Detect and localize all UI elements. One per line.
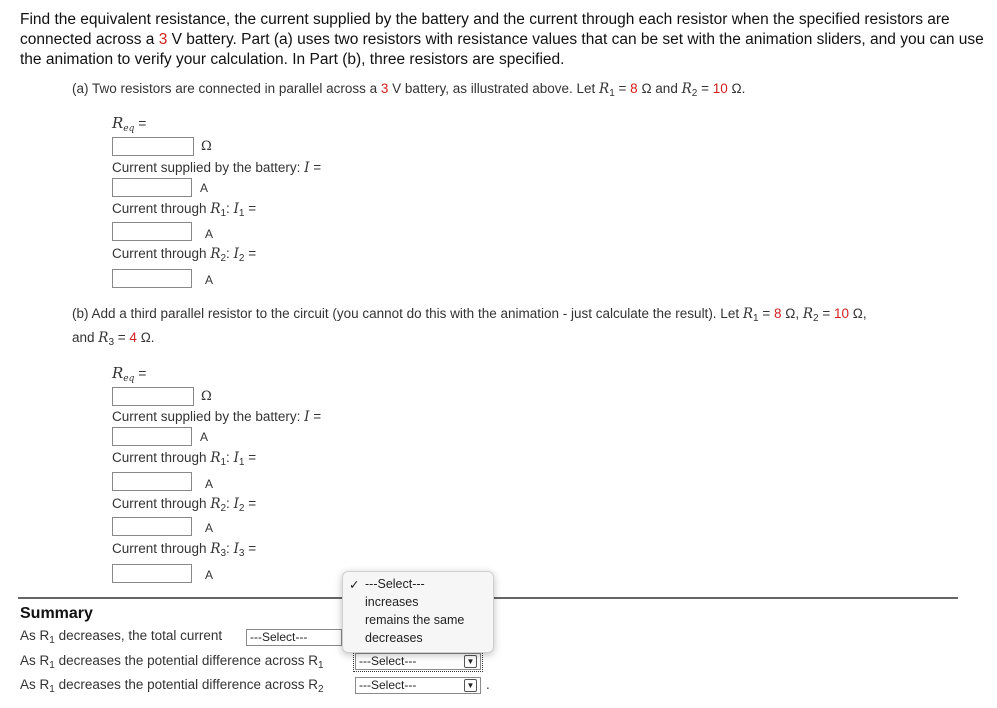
part-b-battery-input[interactable] bbox=[112, 427, 192, 446]
chevron-down-icon: ▼ bbox=[464, 655, 477, 668]
part-a-prompt: (a) Two resistors are connected in parallel across a 3 V battery, as illustrated above. Let $R_1 = 8$ Ω and $R_2 = 10$ Ω. bbox=[72, 81, 746, 99]
part-a-req-input[interactable] bbox=[112, 137, 194, 156]
part-b-req-unit: Ω bbox=[201, 389, 212, 404]
part-a-i1-label: Current through $R_1$: $I_1$ = bbox=[112, 201, 257, 219]
part-b-prompt-line2: and $R_3 = 4$ Ω. bbox=[72, 330, 155, 348]
dropdown-option-select[interactable]: ✓ ---Select--- bbox=[349, 577, 425, 592]
part-a-battery-input[interactable] bbox=[112, 178, 192, 197]
part-b-i1-unit: A bbox=[205, 477, 214, 491]
part-b-battery-label: Current supplied by the battery: I = bbox=[112, 409, 322, 425]
part-a-i2-input[interactable] bbox=[112, 269, 192, 288]
part-a-i2-unit: A bbox=[205, 273, 214, 287]
select-dropdown-menu[interactable] bbox=[342, 571, 494, 653]
part-a-battery-label: Current supplied by the battery: I = bbox=[112, 160, 322, 176]
intro-text-2: V battery. Part (a) uses two resistors with resistance values that can be set with the animation sliders, and you can use the animation to verify your calculation. In Part (b), three resistors are specified. bbox=[20, 31, 984, 68]
part-b-i3-label: Current through $R_3$: $I_3$ = bbox=[112, 541, 257, 559]
dropdown-option-decreases[interactable]: decreases bbox=[365, 631, 423, 645]
summary-select-3[interactable]: ---Select--- ▼ bbox=[355, 677, 481, 694]
part-b-req-label: $R_{eq}$ = bbox=[112, 364, 147, 384]
part-a-battery-unit: A bbox=[200, 181, 209, 195]
part-a-i1-input[interactable] bbox=[112, 222, 192, 241]
part-b-req-input[interactable] bbox=[112, 387, 194, 406]
summary-select-2[interactable]: ---Select--- ▼ bbox=[355, 653, 481, 670]
part-b-i3-unit: A bbox=[205, 568, 214, 582]
part-a-i2-label: Current through $R_2$: $I_2$ = bbox=[112, 246, 257, 264]
check-icon: ✓ bbox=[349, 578, 360, 592]
part-b-i2-input[interactable] bbox=[112, 517, 192, 536]
dropdown-option-increases[interactable]: increases bbox=[365, 595, 419, 609]
problem-statement bbox=[20, 10, 985, 70]
part-a-req-label: $R_{eq}$ = bbox=[112, 114, 147, 134]
summary-select-1[interactable]: ---Select--- bbox=[246, 629, 342, 646]
part-b-i3-input[interactable] bbox=[112, 564, 192, 583]
part-a-i1-unit: A bbox=[205, 227, 214, 241]
chevron-down-icon: ▼ bbox=[464, 679, 477, 692]
part-b-i2-unit: A bbox=[205, 521, 214, 535]
part-b-battery-unit: A bbox=[200, 430, 209, 444]
intro-voltage: 3 bbox=[158, 31, 168, 48]
summary-title: Summary bbox=[20, 605, 93, 622]
part-a-req-unit: Ω bbox=[201, 139, 212, 154]
part-b-i1-label: Current through $R_1$: $I_1$ = bbox=[112, 450, 257, 468]
part-b-i1-input[interactable] bbox=[112, 472, 192, 491]
summary-period: . bbox=[486, 677, 490, 692]
part-b-i2-label: Current through $R_2$: $I_2$ = bbox=[112, 496, 257, 514]
part-b-prompt: (b) Add a third parallel resistor to the circuit (you cannot do this with the animation - just calculate the result). Let $R_1 = 8$ Ω, $R_2 = 10$ Ω, bbox=[72, 306, 867, 324]
dropdown-option-remains-same[interactable]: remains the same bbox=[365, 613, 465, 627]
summary-line-2: As $R_1$ decreases the potential difference across $R_1$ bbox=[20, 653, 324, 671]
summary-line-1: As $R_1$ decreases, the total current bbox=[20, 628, 223, 646]
summary-line-3: As $R_1$ decreases the potential difference across $R_2$ bbox=[20, 677, 324, 695]
intro-text-1: Find the equivalent resistance, the current supplied by the battery and the current through each resistor when the specified resistors are connected across a bbox=[20, 11, 950, 48]
